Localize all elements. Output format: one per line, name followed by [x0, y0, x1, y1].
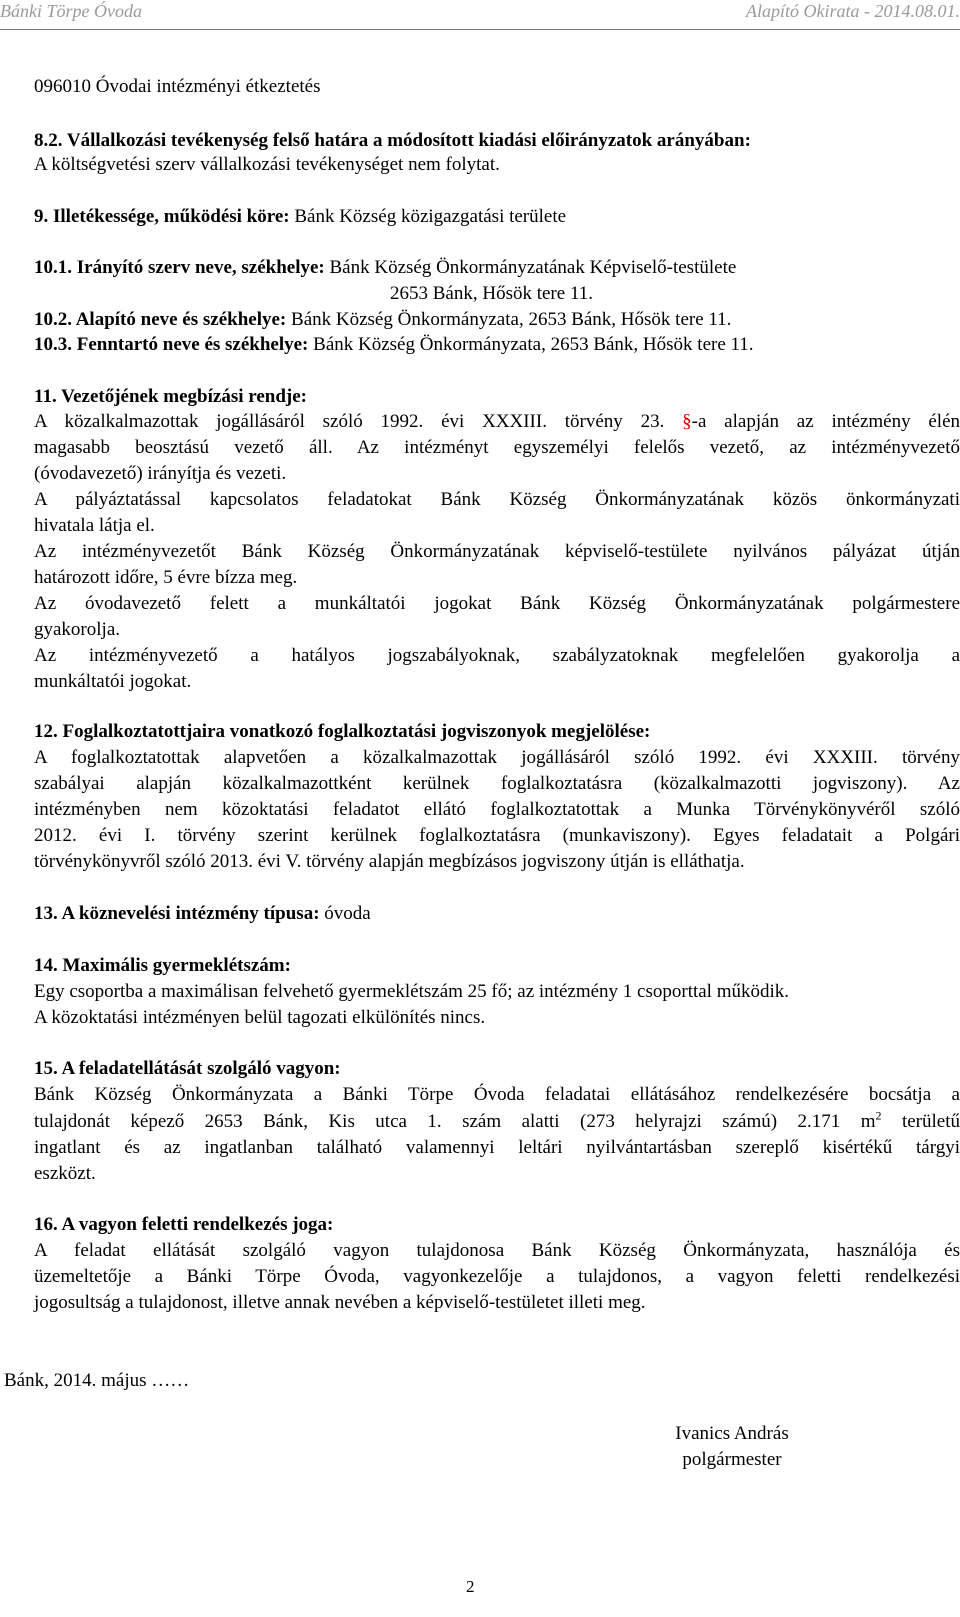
section-12-line-4: 2012. évi I. törvény szerint kerülnek foglalkoztatásra (munkaviszony). Egyes feladatait a Polgári	[34, 825, 960, 846]
section-11-line-11: munkáltatói jogokat.	[34, 671, 192, 692]
section-15-line-1: Bánk Község Önkormányzata a Bánki Törpe Óvoda feladatai ellátásához rendelkezésére bocsátja a	[34, 1084, 960, 1105]
section-15-line-3: ingatlant és az ingatlanban található valamennyi leltári nyilvántartásban szereplő kisértékű tárgyi	[34, 1137, 960, 1158]
header-right: Alapító Okirata - 2014.08.01.	[746, 1, 960, 21]
section-10-1	[34, 256, 736, 280]
signer-name: Ivanics András	[675, 1423, 789, 1444]
section-12-line-5: törvénykönyvről szóló 2013. évi V. törvény alapján megbízásos jogviszony útján is elláthatja.	[34, 851, 745, 872]
section-10-2-label: 10.2. Alapító neve és székhelye:	[34, 309, 287, 330]
section-11-line-4: A pályáztatással kapcsolatos feladatokat Bánk Község Önkormányzatának közös önkormányzati	[34, 489, 960, 510]
section-9-label: 9. Illetékessége, működési köre:	[34, 206, 290, 227]
section-15-line-4: eszközt.	[34, 1163, 96, 1184]
section-10-1-label: 10.1. Irányító szerv neve, székhelye:	[34, 257, 325, 278]
section-11-line-3: (óvodavezető) irányítja és vezeti.	[34, 463, 287, 484]
section-14-title: 14. Maximális gyermeklétszám:	[34, 955, 291, 976]
header-left: Bánki Törpe Óvoda	[0, 1, 142, 21]
place-date: Bánk, 2014. május ……	[4, 1370, 190, 1391]
section-10-1-address: 2653 Bánk, Hősök tere 11.	[390, 283, 593, 304]
section-14-line-2: A közoktatási intézményen belül tagozati elkülönítés nincs.	[34, 1007, 486, 1028]
section-13-label: 13. A köznevelési intézmény típusa:	[34, 903, 320, 924]
line-096010: 096010 Óvodai intézményi étkeztetés	[34, 76, 321, 97]
section-12-line-2: szabályai alapján közalkalmazottként kerülnek foglalkoztatásra (közalkalmazotti jogviszony). Az	[34, 773, 960, 794]
section-15-line-2: tulajdonát képező 2653 Bánk, Kis utca 1. szám alatti (273 helyrajzi számú) 2.171 $m^2$ területű	[34, 1108, 960, 1132]
section-12-title: 12. Foglalkoztatottjaira vonatkozó foglalkoztatási jogviszonyok megjelölése:	[34, 721, 651, 742]
section-10-3	[34, 333, 754, 357]
section-11-line-5: hivatala látja el.	[34, 515, 155, 536]
section-11-title: 11. Vezetőjének megbízási rendje:	[34, 386, 307, 407]
section-15-title: 15. A feladatellátását szolgáló vagyon:	[34, 1058, 341, 1079]
section-10-3-value: Bánk Község Önkormányzata, 2653 Bánk, Hősök tere 11.	[313, 334, 754, 355]
section-16-title: 16. A vagyon feletti rendelkezés joga:	[34, 1214, 334, 1235]
section-11-line-7: határozott időre, 5 évre bízza meg.	[34, 567, 298, 588]
section-9	[34, 205, 566, 229]
section-16-line-2: üzemeltetője a Bánki Törpe Óvoda, vagyonkezelője a tulajdonos, a vagyon feletti rendelkezési	[34, 1266, 960, 1287]
section-12-line-3: intézményben nem közoktatási feladatot ellátó foglalkoztatottak a Munka Törvénykönyvéről szóló	[34, 799, 960, 820]
section-11-line-2: magasabb beosztású vezető áll. Az intézményt egyszemélyi felelős vezető, az intézményvezető	[34, 437, 960, 458]
section-9-value: Bánk Község közigazgatási területe	[294, 206, 567, 227]
section-16-line-1: A feladat ellátását szolgáló vagyon tulajdonosa Bánk Község Önkormányzata, használója és	[34, 1240, 960, 1261]
section-10-1-value: Bánk Község Önkormányzatának Képviselő-testülete	[329, 257, 737, 278]
section-14-line-1: Egy csoportba a maximálisan felvehető gyermeklétszám 25 fő; az intézmény 1 csoporttal működik.	[34, 981, 790, 1002]
section-8-2-text: A költségvetési szerv vállalkozási tevékenységet nem folytat.	[34, 154, 500, 175]
section-13	[34, 902, 371, 926]
section-11-line-1: A közalkalmazottak jogállásáról szóló 1992. évi XXXIII. törvény 23. §-a alapján az intézmény élén	[34, 411, 960, 432]
header-rule	[0, 29, 960, 30]
section-10-2	[34, 308, 731, 332]
section-11-line-9: gyakorolja.	[34, 619, 121, 640]
section-11-line-10: Az intézményvezető a hatályos jogszabályoknak, szabályzatoknak megfelelően gyakorolja a	[34, 645, 960, 666]
square-superscript: 2	[875, 1108, 882, 1123]
section-13-value: óvoda	[324, 903, 371, 924]
signer-title: polgármester	[682, 1449, 782, 1470]
section-11-line-6: Az intézményvezetőt Bánk Község Önkormányzatának képviselő-testülete nyilvános pályázat útján	[34, 541, 960, 562]
section-8-2-title: 8.2. Vállalkozási tevékenység felső határa a módosított kiadási előirányzatok arányában:	[34, 130, 751, 151]
section-16-line-3: jogosultság a tulajdonost, illetve annak nevében a képviselő-testületet illeti meg.	[34, 1292, 646, 1313]
section-12-line-1: A foglalkoztatottak alapvetően a közalkalmazottak jogállásáról szóló 1992. évi XXXIII. törvény	[34, 747, 960, 768]
page-number: 2	[466, 1577, 475, 1596]
section-11-line-8: Az óvodavezető felett a munkáltatói jogokat Bánk Község Önkormányzatának polgármestere	[34, 593, 960, 614]
paragraph-sign: §	[682, 411, 692, 432]
section-10-3-label: 10.3. Fenntartó neve és székhelye:	[34, 334, 309, 355]
section-10-2-value: Bánk Község Önkormányzata, 2653 Bánk, Hősök tere 11.	[291, 309, 732, 330]
